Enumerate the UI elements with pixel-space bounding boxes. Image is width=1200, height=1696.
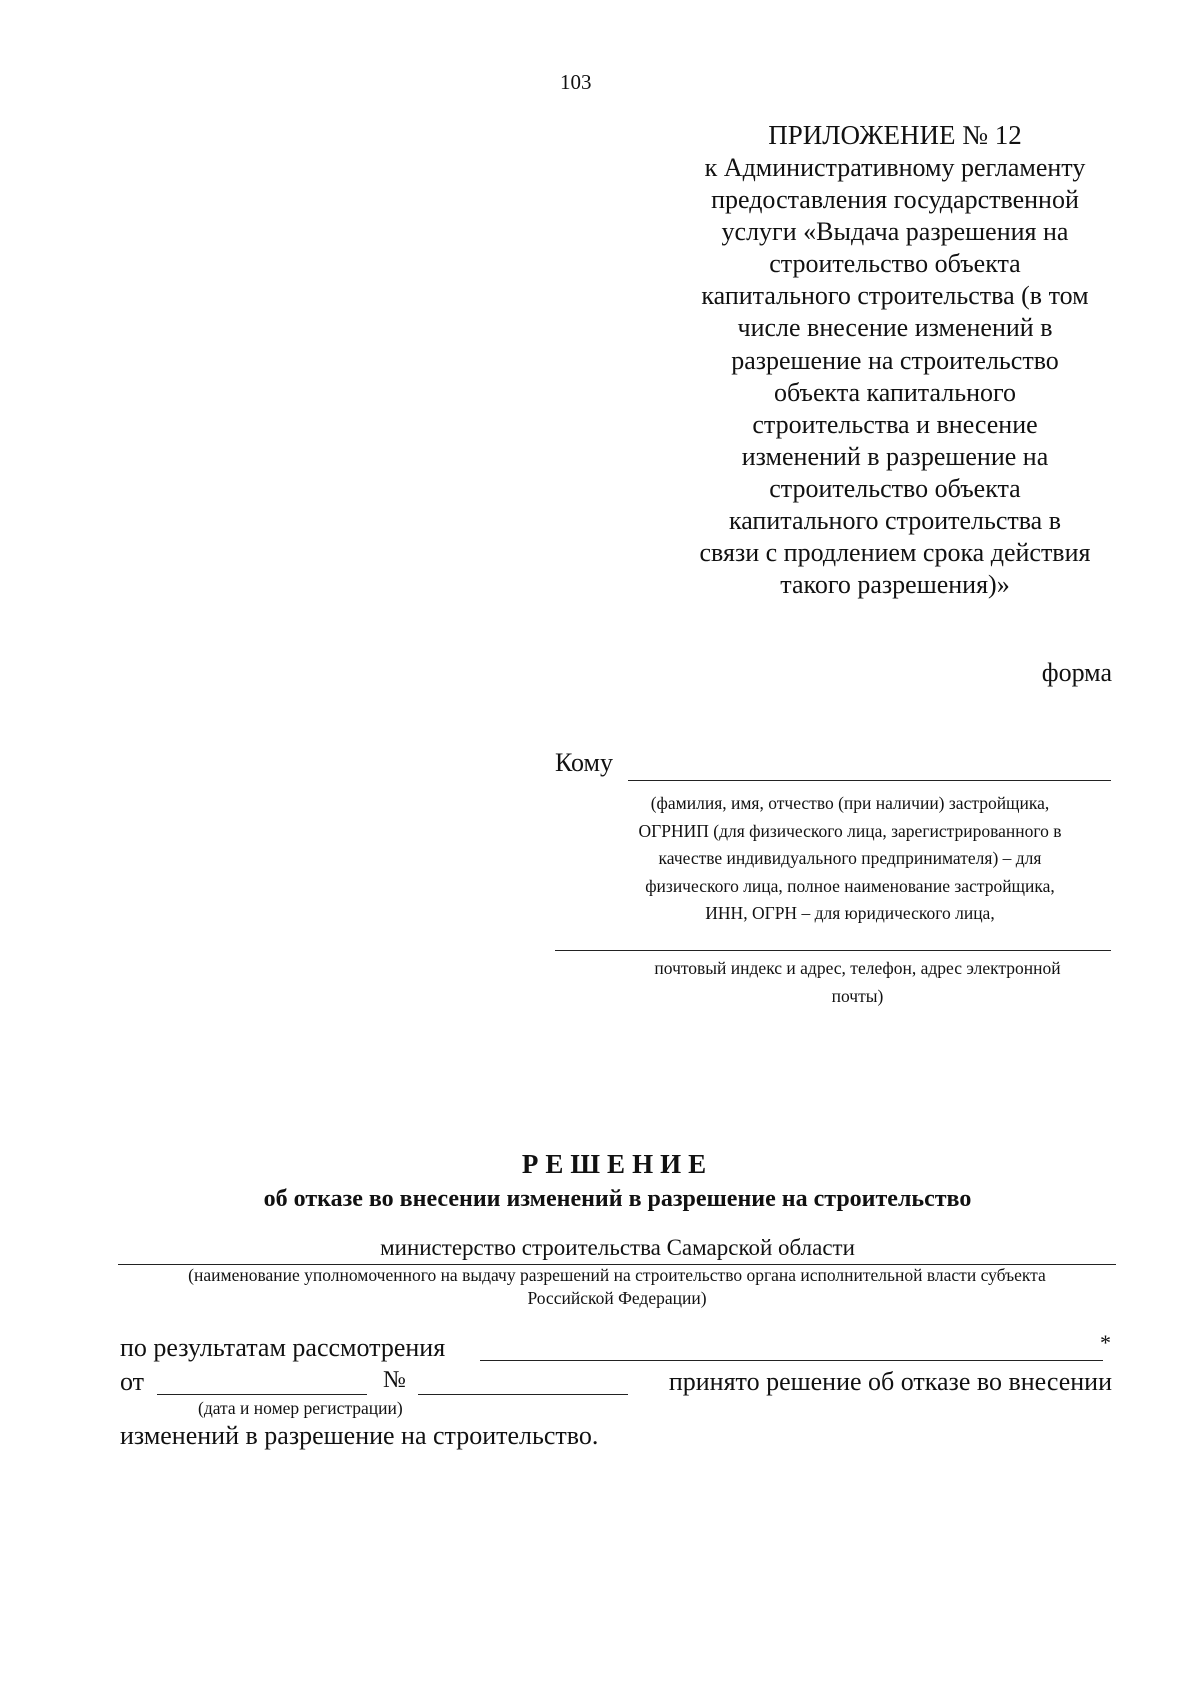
recipient-hint <box>590 790 1110 928</box>
appendix-line: разрешение на строительство <box>731 345 1059 375</box>
appendix-line: капитального строительства в <box>729 506 1061 536</box>
page-number: 103 <box>560 70 592 94</box>
footnote-asterisk: * <box>1100 1330 1111 1355</box>
appendix-line: объекта капитального <box>773 377 1017 407</box>
recipient-hint-line: ОГРНИП (для физического лица, зарегистрированного в <box>638 820 1062 841</box>
appendix-line: строительство объекта <box>769 249 1021 279</box>
appendix-line: капитального строительства (в том <box>701 281 1089 311</box>
decision-text: принято решение об отказе во внесении <box>668 1367 1112 1396</box>
appendix-line: строительство объекта <box>769 473 1021 503</box>
appendix-line: числе внесение изменений в <box>737 313 1053 343</box>
decision-title: РЕШЕНИЕ <box>521 1149 714 1179</box>
appendix-line: к Административному регламенту <box>704 153 1086 182</box>
appendix-title: ПРИЛОЖЕНИЕ № 12 <box>768 120 1022 150</box>
recipient-field-line[interactable] <box>628 780 1111 781</box>
appendix-line: такого разрешения)» <box>780 570 1010 600</box>
final-text: изменений в разрешение на строительство. <box>120 1421 599 1450</box>
appendix-line: предоставления государственной <box>711 185 1079 215</box>
date-field-line[interactable] <box>157 1394 367 1395</box>
appendix-line: связи с продлением срока действия <box>699 538 1091 568</box>
address-hint-line: почтовый индекс и адрес, телефон, адрес электронной <box>654 958 1061 978</box>
address-field-line[interactable] <box>555 950 1111 951</box>
authority-hint <box>118 1264 1116 1310</box>
form-label: форма <box>1041 658 1112 687</box>
recipient-hint-line: физического лица, полное наименование застройщика, <box>645 875 1055 896</box>
authority-hint-line: (наименование уполномоченного на выдачу разрешений на строительство органа исполнительной власти субъекта <box>188 1265 1046 1285</box>
appendix-line: услуги «Выдача разрешения на <box>721 217 1069 247</box>
appendix-line: изменений в разрешение на <box>741 441 1049 471</box>
registration-hint: (дата и номер регистрации) <box>198 1398 403 1418</box>
from-label: от <box>120 1367 145 1396</box>
authority-name: министерство строительства Самарской области <box>380 1235 855 1260</box>
address-hint-line: почты) <box>831 985 884 1006</box>
recipient-hint-line: ИНН, ОГРН – для юридического лица, <box>705 903 995 923</box>
review-label: по результатам рассмотрения <box>120 1333 446 1362</box>
appendix-line: строительства и внесение <box>752 409 1038 439</box>
review-field-line[interactable] <box>480 1360 1103 1361</box>
authority-hint-line: Российской Федерации) <box>527 1288 707 1308</box>
recipient-label: Кому <box>555 748 614 777</box>
recipient-hint-line: (фамилия, имя, отчество (при наличии) застройщика, <box>650 793 1050 813</box>
appendix-header <box>665 118 1125 601</box>
decision-subtitle: об отказе во внесении изменений в разрешение на строительство <box>263 1186 972 1212</box>
address-hint <box>600 955 1115 1010</box>
number-sign: № <box>383 1367 406 1393</box>
recipient-hint-line: качестве индивидуального предпринимателя) – для <box>658 848 1042 868</box>
number-field-line[interactable] <box>418 1394 628 1395</box>
